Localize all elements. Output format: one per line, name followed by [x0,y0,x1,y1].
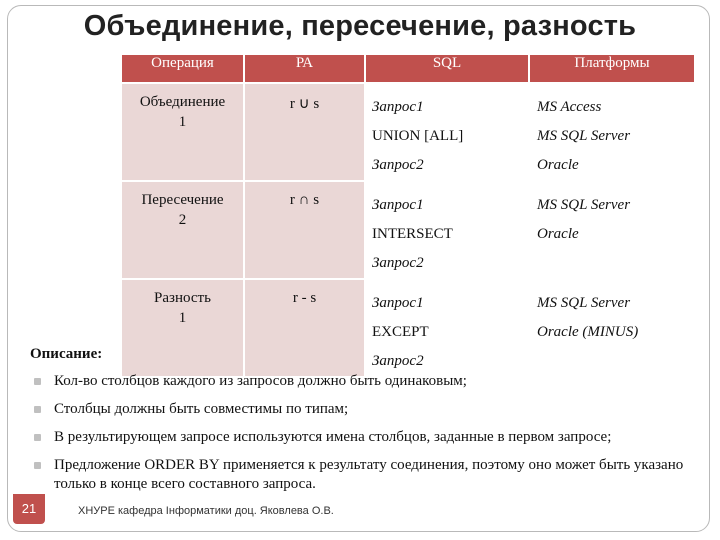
sql-cell [366,182,528,278]
ra-expression: r - s [292,290,317,306]
table-row-union [122,84,694,180]
platform-item: MS SQL Server [537,128,631,144]
list-item [34,456,694,494]
operation-cell [122,280,243,376]
operation-number: 2 [178,212,187,228]
list-item [34,400,694,419]
table-row-intersect [122,182,694,278]
header-platforms: Платформы [530,55,694,82]
sql-keyword: UNION [ALL] [372,128,464,144]
platform-item: Oracle (MINUS) [537,324,639,340]
operation-name: Пересечение [141,192,224,208]
bullet-icon [34,406,41,413]
sql-query2: Запрос2 [372,353,424,369]
header-operation: Операция [122,55,243,82]
list-item-text: Столбцы должны быть совместимы по типам; [54,401,349,417]
sql-query1: Запрос1 [372,99,424,115]
table-row-except [122,280,694,376]
sql-query2: Запрос2 [372,157,424,173]
list-item-text: Предложение ORDER BY применяется к результату соединения, поэтому оно может быть указано только в конце всего составного запроса. [54,457,684,492]
operations-table [120,53,696,378]
header-sql: SQL [366,55,528,82]
list-item [34,428,694,447]
platform-item: MS SQL Server [537,295,631,311]
ra-cell [245,182,364,278]
sql-query1: Запрос1 [372,295,424,311]
sql-query1: Запрос1 [372,197,424,213]
sql-keyword: INTERSECT [372,226,453,242]
sql-query2: Запрос2 [372,255,424,271]
bullet-icon [34,434,41,441]
page-number: 21 [13,494,45,524]
sql-cell [366,280,528,376]
platforms-cell [530,182,694,278]
sql-keyword: EXCEPT [372,324,429,340]
list-item [34,372,694,391]
sql-cell [366,84,528,180]
ra-cell [245,84,364,180]
ra-expression: r ∪ s [289,96,320,112]
operation-name: Объединение [139,94,226,110]
operation-number: 1 [178,114,187,130]
ra-cell [245,280,364,376]
platform-item: Oracle [537,226,579,242]
platform-item: MS Access [537,99,602,115]
operation-name: Разность [154,290,211,306]
platform-item: MS SQL Server [537,197,631,213]
platforms-cell [530,280,694,376]
footer-text: ХНУРЕ кафедра Інформатики доц. Яковлева О.В. [78,505,334,517]
platforms-cell [530,84,694,180]
operation-cell [122,182,243,278]
platform-item: Oracle [537,157,579,173]
bullet-icon [34,378,41,385]
description-label: Описание: [30,346,103,362]
slide-title: Объединение, пересечение, разность [83,10,637,42]
operation-cell [122,84,243,180]
list-item-text: Кол-во столбцов каждого из запросов должно быть одинаковым; [54,373,467,389]
description-list [34,372,694,503]
table-header-row [122,55,694,82]
bullet-icon [34,462,41,469]
operation-number: 1 [178,310,187,326]
ra-expression: r ∩ s [289,192,320,208]
list-item-text: В результирующем запросе используются имена столбцов, заданные в первом запросе; [54,429,612,445]
header-ra: РА [245,55,364,82]
